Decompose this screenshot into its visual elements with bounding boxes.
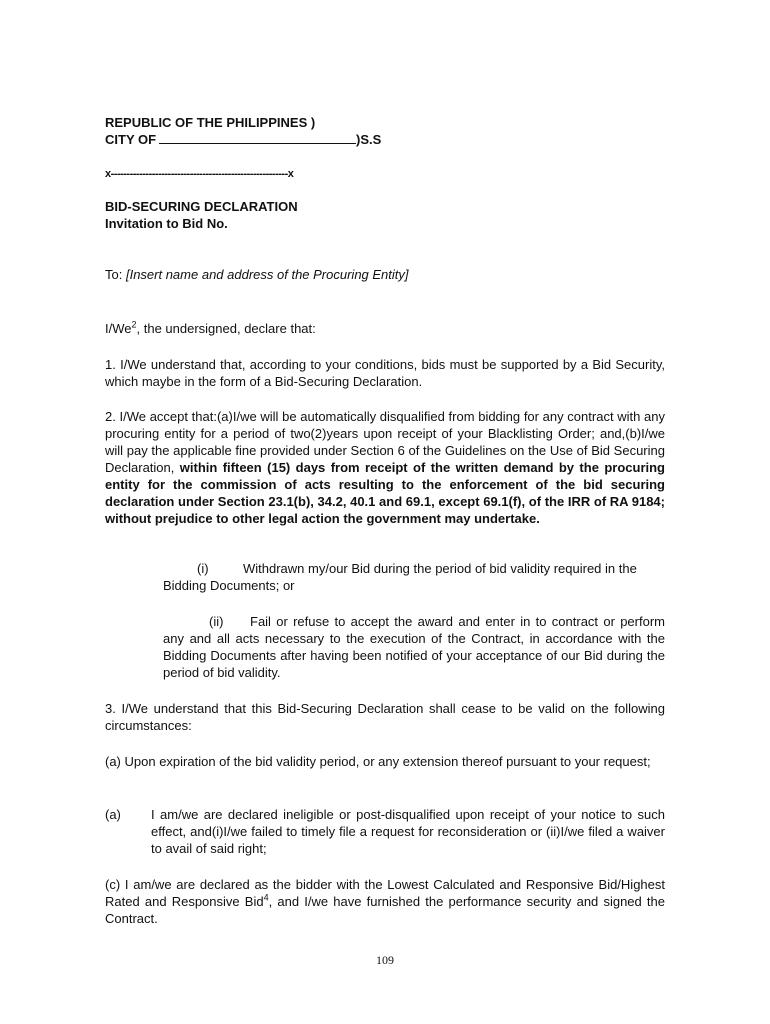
paragraph-2 [105, 408, 665, 527]
intro-statement [105, 320, 665, 337]
header-republic: REPUBLIC OF THE PHILIPPINES ) [105, 115, 316, 130]
addressee-prefix: To: [105, 267, 126, 282]
separator-line: x--------------------------------------------------------x [105, 168, 294, 180]
page-number: 109 [376, 953, 394, 967]
declaration-title: BID-SECURING DECLARATION [105, 199, 298, 214]
paragraph-3: 3. I/We understand that this Bid-Securing Declaration shall cease to be valid on the following circumstances: [105, 701, 665, 733]
item-a-ineligible [105, 806, 665, 858]
footnote-2: 2 [131, 319, 137, 330]
addressee-line [105, 266, 665, 283]
sub-item-ii-text: Fail or refuse to accept the award and enter in to contract or perform any and all acts necessary to the execution of the Contract, in accordance with the Bidding Documents after having been notified of your acceptance of our Bid during the period of bid validity. [163, 614, 665, 680]
sub-item-i-text: Withdrawn my/our Bid during the period of bid validity required in the Bidding Documents; or [163, 561, 637, 593]
item-c-lowest-bidder [105, 876, 665, 927]
city-label: CITY OF [105, 132, 157, 147]
addressee-placeholder: [Insert name and address of the Procuring Entity] [125, 267, 409, 282]
sub-item-i-marker: (i) [197, 561, 209, 576]
item-c-post: , and I/we have furnished the performance security and signed the Contract. [105, 894, 665, 926]
paragraph-2-bold: within fifteen (15) days from receipt of the written demand by the procuring entity for the commission of acts resulting to the enforcement of the bid securing declaration under Section 23.1(b), 34.2, 40.1 and 69.1, except 69.1(f), of the IRR of RA 9184; without prejudice to other legal action the government may undertake. [105, 460, 666, 526]
paragraph-2-normal: 2. I/We accept that:(a)I/we will be automatically disqualified from bidding for any contract with any procuring entity for a period of two(2)years upon receipt of your Blacklisting Order; and,(b)I/we will pay the applicable fine provided under Section 6 of the Guidelines on the Use of Bid Securing Declaration, [105, 409, 665, 475]
intro-pre: I/We [105, 321, 132, 336]
intro-post: , the undersigned, declare that: [136, 321, 316, 336]
sub-item-i [163, 560, 665, 594]
city-suffix: )S.S [356, 132, 382, 147]
item-a-ineligible-marker: (a) [105, 807, 121, 822]
paragraph-1: 1. I/We understand that, according to your conditions, bids must be supported by a Bid Security, which maybe in the form of a Bid-Securing Declaration. [105, 357, 665, 389]
header-city [105, 131, 425, 148]
item-a-ineligible-text: I am/we are declared ineligible or post-disqualified upon receipt of your notice to such effect, and(i)I/we failed to timely file a request for reconsideration or (ii)I/we filed a waiver to avail of said right; [151, 807, 665, 856]
invitation-to-bid: Invitation to Bid No. [105, 216, 228, 231]
city-blank-line [159, 131, 356, 144]
footnote-4: 4 [263, 892, 269, 903]
sub-item-ii [163, 613, 665, 681]
sub-item-ii-marker: (ii) [209, 614, 224, 629]
item-c-pre: (c) I am/we are declared as the bidder with the Lowest Calculated and Responsive Bid/Highest Rated and Responsive Bid [105, 877, 665, 909]
item-a-expiration: (a) Upon expiration of the bid validity period, or any extension thereof pursuant to your request; [105, 754, 651, 769]
